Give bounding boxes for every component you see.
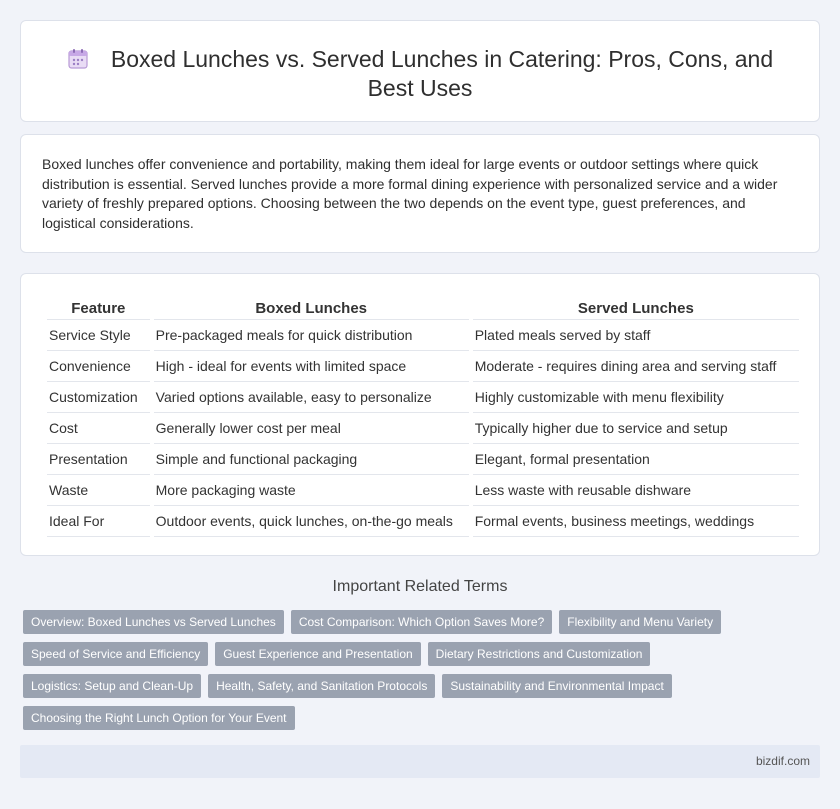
table-cell: Typically higher due to service and setup [473, 413, 799, 444]
related-term-tag[interactable]: Sustainability and Environmental Impact [442, 674, 671, 698]
table-cell: Presentation [47, 444, 150, 475]
table-cell: Highly customizable with menu flexibility [473, 382, 799, 413]
table-cell: High - ideal for events with limited space [154, 351, 469, 382]
table-row [47, 351, 799, 382]
title-card [20, 20, 820, 122]
related-term-tag[interactable]: Cost Comparison: Which Option Saves More? [291, 610, 552, 634]
table-cell: Elegant, formal presentation [473, 444, 799, 475]
table-cell: Plated meals served by staff [473, 320, 799, 351]
related-terms-list [23, 610, 813, 730]
calendar-icon [67, 48, 89, 70]
comparison-card [20, 273, 820, 556]
related-term-tag[interactable]: Dietary Restrictions and Customization [428, 642, 651, 666]
column-header: Served Lunches [473, 296, 799, 320]
table-header-row [47, 296, 799, 320]
related-term-tag[interactable]: Flexibility and Menu Variety [559, 610, 721, 634]
table-cell: Cost [47, 413, 150, 444]
related-terms-heading: Important Related Terms [332, 578, 508, 595]
table-cell: Customization [47, 382, 150, 413]
table-row [47, 320, 799, 351]
table-cell: Moderate - requires dining area and serving staff [473, 351, 799, 382]
table-cell: Outdoor events, quick lunches, on-the-go meals [154, 506, 469, 537]
table-cell: Formal events, business meetings, weddings [473, 506, 799, 537]
table-cell: Generally lower cost per meal [154, 413, 469, 444]
related-term-tag[interactable]: Guest Experience and Presentation [215, 642, 420, 666]
related-term-tag[interactable]: Logistics: Setup and Clean-Up [23, 674, 201, 698]
intro-card [20, 134, 820, 253]
table-cell: Less waste with reusable dishware [473, 475, 799, 506]
related-term-tag[interactable]: Overview: Boxed Lunches vs Served Lunches [23, 610, 284, 634]
intro-paragraph: Boxed lunches offer convenience and portability, making them ideal for large events or outdoor settings where quick distribution is essential. Served lunches provide a more formal dining experience with personalized service and a wider variety of freshly prepared options. Choosing between the two depends on the event type, guest preferences, and logistical considerations. [42, 156, 778, 231]
table-cell: Waste [47, 475, 150, 506]
footer [20, 745, 820, 778]
column-header: Feature [47, 296, 150, 320]
table-row [47, 382, 799, 413]
table-cell: Simple and functional packaging [154, 444, 469, 475]
page-title: Boxed Lunches vs. Served Lunches in Catering: Pros, Cons, and Best Uses [110, 46, 774, 101]
table-cell: More packaging waste [154, 475, 469, 506]
table-cell: Service Style [47, 320, 150, 351]
page-title-wrap [61, 45, 779, 103]
table-cell: Ideal For [47, 506, 150, 537]
related-term-tag[interactable]: Health, Safety, and Sanitation Protocols [208, 674, 435, 698]
related-term-tag[interactable]: Speed of Service and Efficiency [23, 642, 208, 666]
table-row [47, 444, 799, 475]
table-row [47, 413, 799, 444]
related-term-tag[interactable]: Choosing the Right Lunch Option for Your Event [23, 706, 295, 730]
table-row [47, 506, 799, 537]
table-cell: Pre-packaged meals for quick distribution [154, 320, 469, 351]
footer-site-link[interactable]: bizdif.com [755, 754, 810, 768]
table-row [47, 475, 799, 506]
table-cell: Convenience [47, 351, 150, 382]
table-cell: Varied options available, easy to personalize [154, 382, 469, 413]
comparison-table [43, 296, 803, 537]
column-header: Boxed Lunches [154, 296, 469, 320]
